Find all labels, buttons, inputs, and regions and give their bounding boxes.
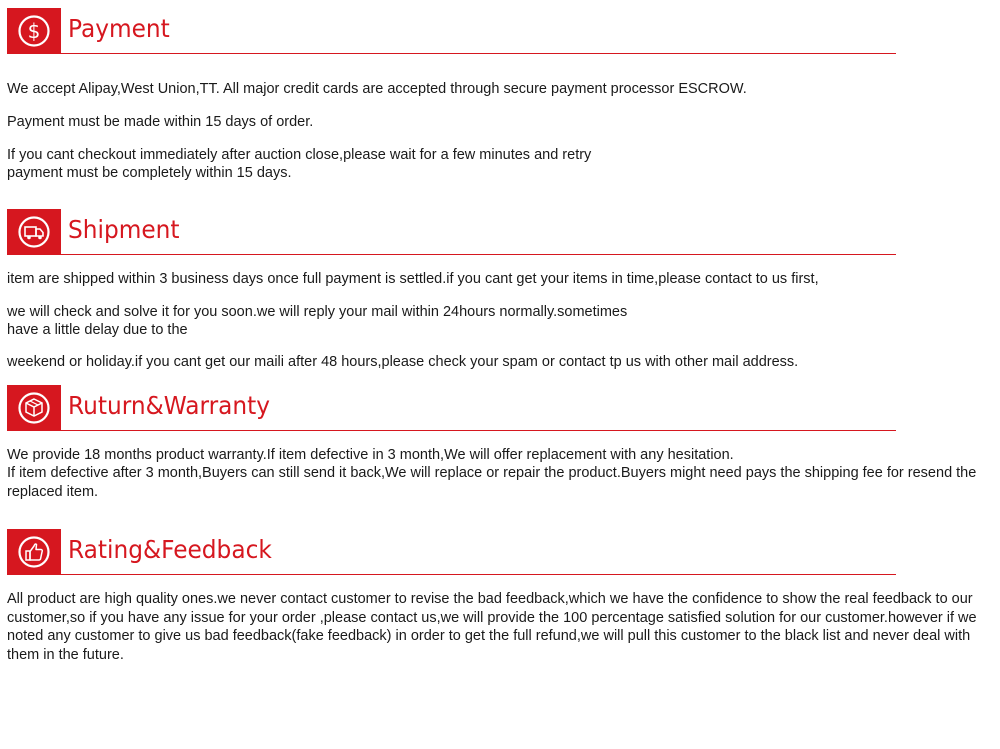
return-warranty-section — [0, 385, 1000, 433]
thumbs-up-icon — [7, 529, 61, 575]
payment-paragraph-3: If you cant checkout immediately after auction close,please wait for a few minutes and retry — [7, 147, 592, 163]
return-warranty-paragraph-1: We provide 18 months product warranty.If item defective in 3 month,We will offer replacement with any hesitation. — [7, 447, 734, 463]
payment-paragraph-1: We accept Alipay,West Union,TT. All major credit cards are accepted through secure payment processor ESCROW. — [7, 81, 747, 97]
shipment-paragraph-4: weekend or holiday.if you cant get our maili after 48 hours,please check your spam or contact tp us with other mail address. — [7, 354, 799, 370]
svg-text:$: $ — [27, 19, 41, 43]
shipment-header — [0, 209, 1000, 257]
rating-feedback-divider — [7, 574, 896, 575]
shipment-paragraph-2: we will check and solve it for you soon.we will reply your mail within 24hours normally.sometimes — [7, 304, 628, 320]
rating-feedback-header — [0, 529, 1000, 577]
payment-header — [0, 8, 1000, 56]
shipment-section — [0, 209, 1000, 257]
shipment-paragraph-3: have a little delay due to the — [7, 322, 188, 338]
dollar-coin-icon — [7, 8, 61, 54]
return-warranty-paragraph-2: If item defective after 3 month,Buyers can still send it back,We will replace or repair the product.Buyers might need pays the shipping fee for resend the replaced item. — [7, 465, 977, 500]
truck-icon — [7, 209, 61, 255]
payment-divider — [7, 53, 896, 54]
rating-feedback-section — [0, 529, 1000, 577]
payment-section — [0, 8, 1000, 56]
shipment-paragraph-1: item are shipped within 3 business days once full payment is settled.if you cant get your items in time,please contact to us first, — [7, 271, 819, 287]
payment-paragraph-4: payment must be completely within 15 days. — [7, 165, 292, 181]
shipment-divider — [7, 254, 896, 255]
shipment-title: Shipment — [68, 215, 180, 244]
return-warranty-title: Ruturn&Warranty — [68, 391, 271, 420]
payment-paragraph-2: Payment must be made within 15 days of order. — [7, 114, 314, 130]
return-warranty-divider — [7, 430, 896, 431]
package-box-icon — [7, 385, 61, 431]
return-warranty-header — [0, 385, 1000, 433]
rating-feedback-title: Rating&Feedback — [68, 535, 272, 564]
rating-feedback-paragraph-1: All product are high quality ones.we never contact customer to revise the bad feedback,which we have the confidence to show the real feedback to our customer,so if you have any issue for your order ,please contact us,we will provide the 100 percentage satisfied solution for our customer.however if we noted any customer to give us bad feedback(fake feedback) in order to get the full refund,we will pull this customer to the black list and never deal with them in the future. — [7, 591, 977, 663]
payment-title: Payment — [68, 14, 170, 43]
